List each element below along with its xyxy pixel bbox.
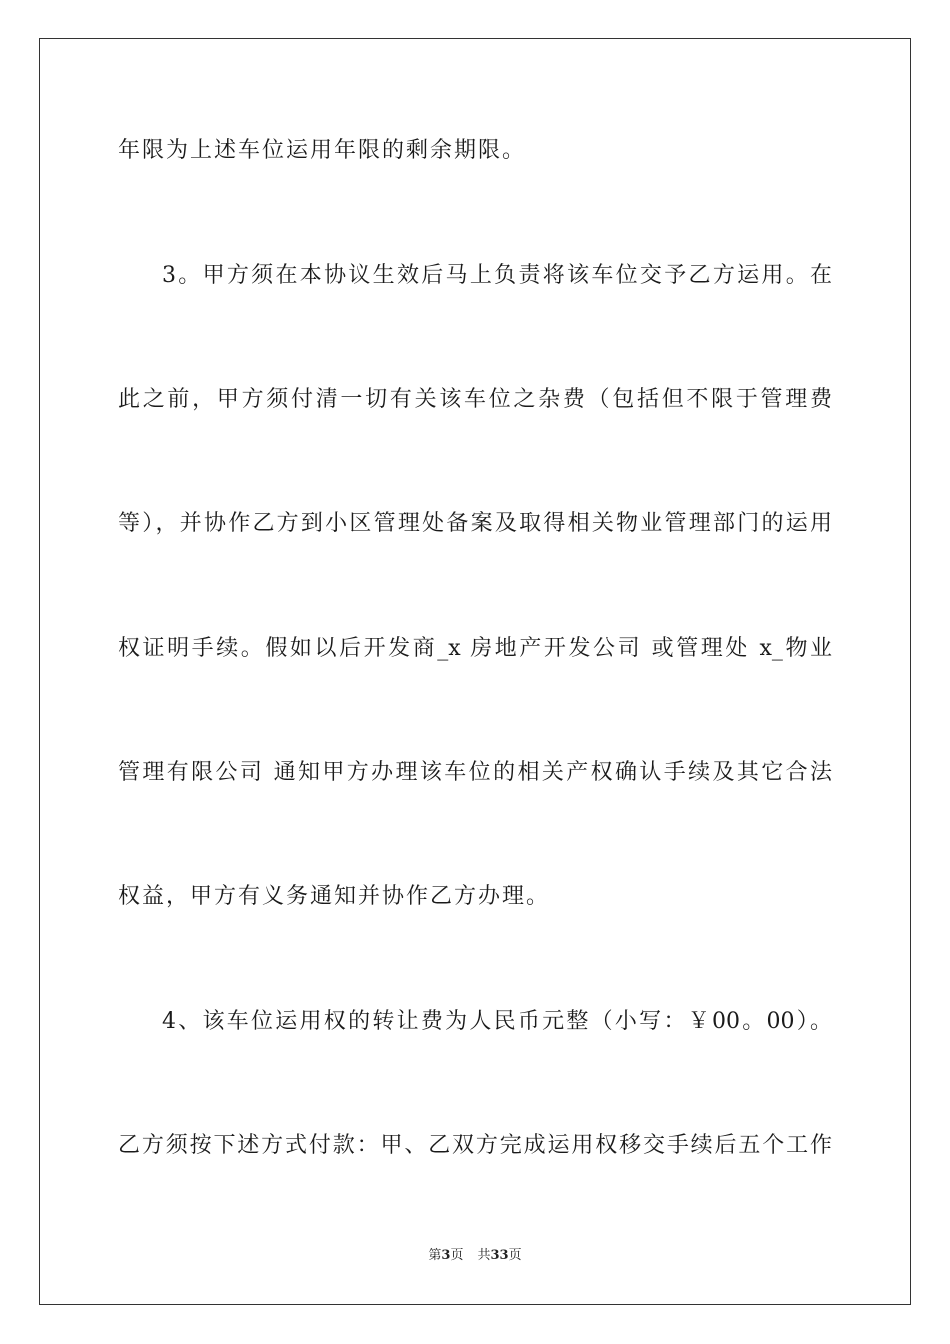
paragraph-line-2: 3。甲方须在本协议生效后马上负责将该车位交予乙方运用。在	[162, 263, 832, 288]
paragraph-line-5: 权证明手续。假如以后开发商_x 房地产开发公司 或管理处 x_物业	[118, 636, 832, 661]
footer-total-pages: 33	[490, 1248, 509, 1263]
paragraph-line-3: 此之前，甲方须付清一切有关该车位之杂费（包括但不限于管理费	[118, 387, 832, 412]
footer-total-suffix: 页	[508, 1248, 522, 1263]
footer-page-prefix: 第	[428, 1248, 442, 1263]
footer-total-prefix: 共	[477, 1248, 491, 1263]
page-footer	[0, 1248, 950, 1264]
paragraph-line-7: 权益，甲方有义务通知并协作乙方办理。	[118, 884, 551, 909]
paragraph-line-6: 管理有限公司 通知甲方办理该车位的相关产权确认手续及其它合法	[118, 760, 832, 785]
page-border	[39, 38, 911, 1305]
paragraph-line-9: 乙方须按下述方式付款：甲、乙双方完成运用权移交手续后五个工作	[118, 1133, 832, 1158]
footer-page-number: 3	[441, 1248, 451, 1263]
paragraph-line-1: 年限为上述车位运用年限的剩余期限。	[118, 138, 527, 163]
paragraph-line-8: 4、该车位运用权的转让费为人民币元整（小写：￥00。00）。	[162, 1009, 832, 1034]
paragraph-line-4: 等），并协作乙方到小区管理处备案及取得相关物业管理部门的运用	[118, 511, 832, 536]
footer-page-suffix: 页	[450, 1248, 464, 1263]
